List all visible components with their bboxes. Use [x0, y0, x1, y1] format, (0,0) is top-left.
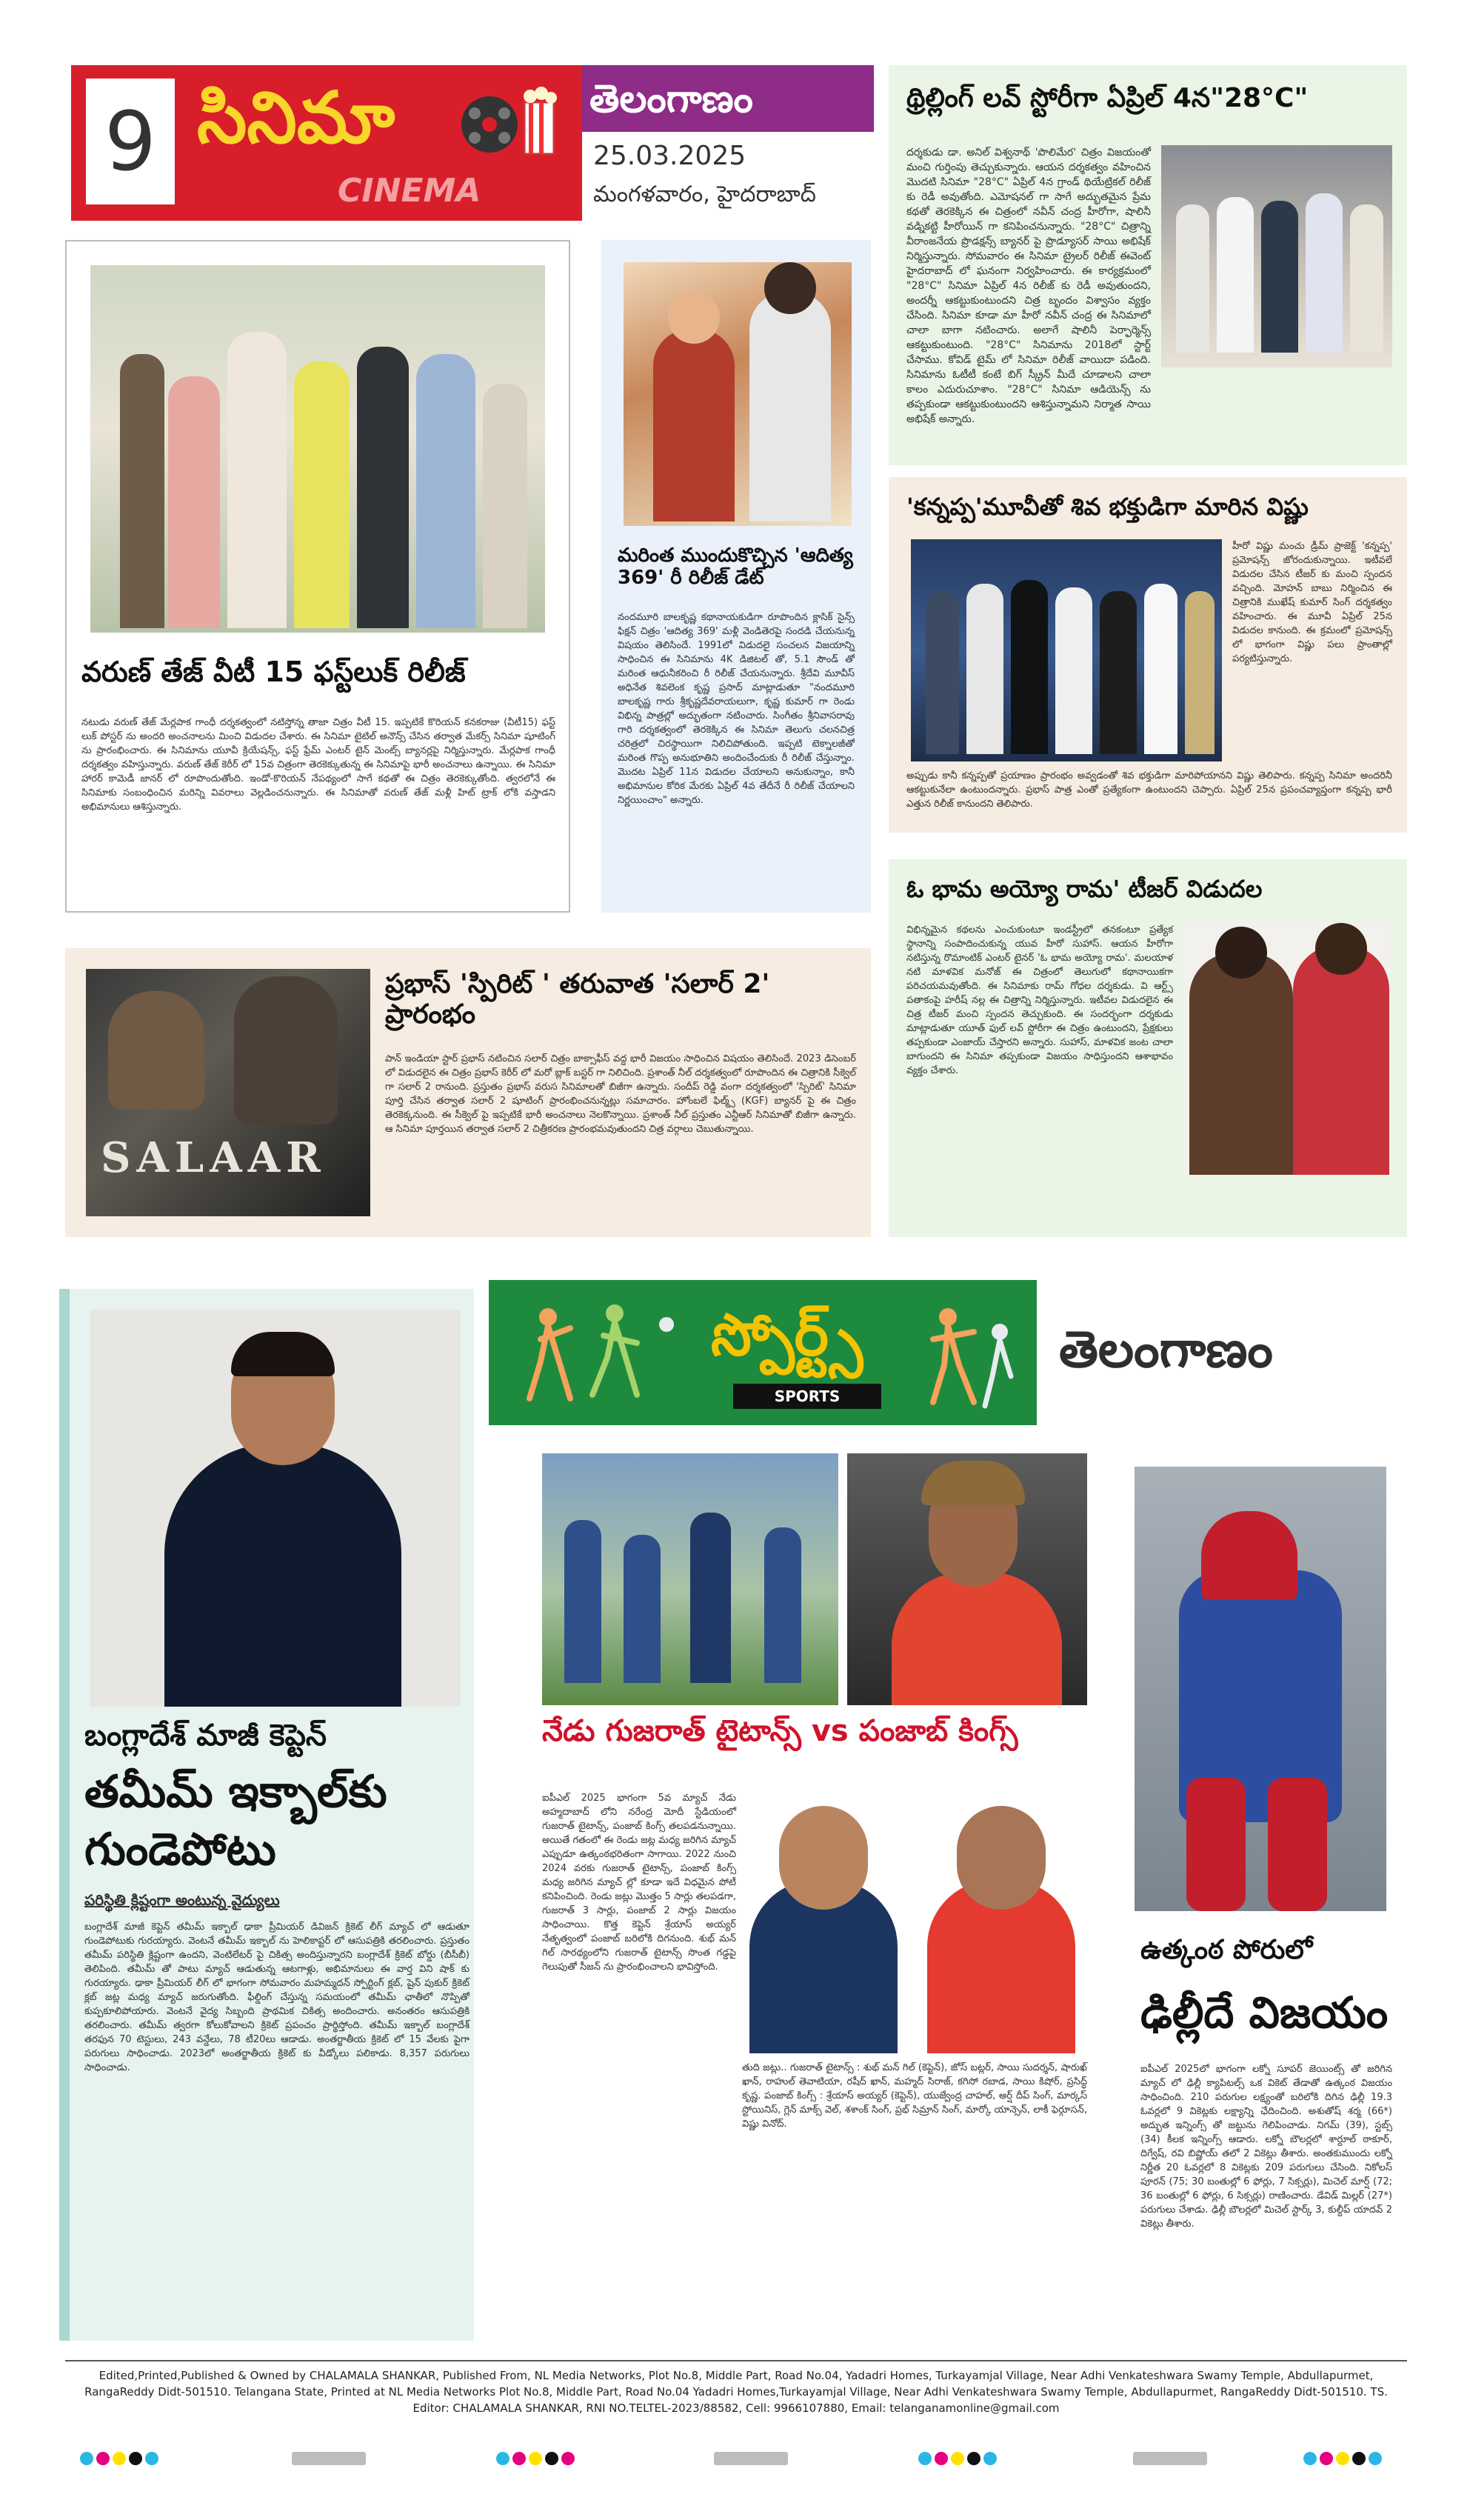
- story-varun-headline: వరుణ్ తేజ్ వీటీ 15 ఫస్ట్‌లుక్ రిలీజ్: [81, 656, 466, 688]
- story-gt-pbks-headline: నేడు గుజరాత్ టైటాన్స్ vs పంజాబ్ కింగ్స్: [542, 1714, 1018, 1748]
- story-obhama: [889, 859, 1407, 1237]
- footer-imprint: Edited,Printed,Published & Owned by CHALAMALA SHANKAR, Published From, NL Media Networks, Plot No.8, Middle Part, Road No.04, Yadadri Homes, Turkayamjal Village, Near Adhi Venkateshwara Swamy Temple, Abdullapurmet, RangaReddy Didt-501510. Telangana State, Printed at NL Media Networks Plot No.8, Middle Part, Road No.04 Yadadri Homes,Turkayamjal Village, Near Adhi Venkateshwara Swamy Temple, Abdullapurmet, RangaReddy Didt-501510. TS. Editor: CHALAMALA SHANKAR, RNI NO.TELTEL-2023/88582, Cell: 9966107880, Email: telanganamonline@gmail.com: [84, 2369, 1388, 2415]
- story-salaar-headline: ప్రభాస్ 'స్పిరిట్ ' తరువాత 'సలార్ 2' ప్రారంభం: [385, 969, 770, 1030]
- story-salaar: [65, 948, 871, 1237]
- story-kannappa-body-side: హీరో విష్ణు మంచు డ్రీమ్ ప్రాజెక్ట్ 'కన్నప్ప' ప్రమోషన్స్ జోరందుకున్నాయి. ఇటీవలే విడుదల చేసిన టీజర్ కు మంచి స్పందన వచ్చింది. మోహన్ బాబు నిర్మించిన ఈ చిత్రానికి ముఖేష్ కుమార్ సింగ్ దర్శకత్వం వహించారు. ఈ మూవీ ఏప్రిల్ 25న విడుదల కానుంది. ఈ క్రమంలో ప్రమోషన్స్ లో భాగంగా విష్ణు పలు ప్రాంతాల్లో పర్యటిస్తున్నారు.: [1232, 541, 1392, 664]
- story-kannappa-headline: 'కన్నప్ప'మూవీతో శివ భక్తుడిగా మారిన విష్ణు: [906, 493, 1309, 521]
- story-varun: [65, 240, 570, 913]
- athletes-icon: [518, 1295, 689, 1413]
- story-tamim-photo: [90, 1310, 461, 1707]
- film-reel-icon: [456, 80, 567, 176]
- story-obhama-photo: [1182, 923, 1391, 1175]
- story-tamim-body: బంగ్లాదేశ్ మాజీ కెప్టెన్ తమీమ్ ఇక్బాల్ ఢాకా ప్రీమియర్ డివిజన్ క్రికెట్ లీగ్ మ్యాచ్ లో ఆడుతూ గుండెపోటుకు గురయ్యారు. వెంటనే తమీమ్ ఇక్బాల్ ను హెలికాప్టర్ లో ఆసుపత్రికి తరలించారు. ప్రస్తుతం తమీమ్ పరిస్థితి క్లిష్టంగా ఉందని, వెంటిలేటర్ పై చికిత్స అందిస్తున్నారని బంగ్లాదేశ్ క్రికెట్ బోర్డు (బీసీబీ) తెలిపింది. తమీమ్ తో పాటు మ్యాచ్ ఆడుతున్న ఆటగాళ్లు, అభిమానులు ఈ వార్త విని షాక్ కు గురయ్యారు. ఢాకా ప్రీమియర్ లీగ్ లో భాగంగా సోమవారం మహమ్మదన్ స్పోర్టింగ్ క్లబ్, షైన్ పుకుర్ క్రికెట్ క్లబ్ జట్ల మధ్య మ్యాచ్ జరుగుతోంది. ఫీల్డింగ్ చేస్తున్న సమయంలో తమీమ్ ఛాతీలో నొప్పితో కుప్పకూలిపోయారు. వెంటనే వైద్య సిబ్బంది ప్రాథమిక చికిత్స అందించారు. అనంతరం ఆసుపత్రికి తరలించారు. తమీమ్ త్వరగా కోలుకోవాలని క్రికెట్ ప్రపంచం ప్రార్థిస్తోంది. తమీమ్ ఇక్బాల్ బంగ్లాదేశ్ తరఫున 70 టెస్టులు, 243 వన్డేలు, 78 టీ20లు ఆడాడు. అంతర్జాతీయ క్రికెట్ లో 15 వేలకు పైగా పరుగులు సాధించాడు. 2023లో అంతర్జాతీయ క్రికెట్ కు వీడ్కోలు పలికాడు. 8,357 పరుగులు సాధించాడు.: [84, 1921, 470, 2073]
- salaar-poster-title: SALAAR: [101, 1133, 327, 1182]
- story-delhi-headline: ఢిల్లీదే విజయం: [1140, 1987, 1389, 2038]
- story-aditya-headline: మరింత ముందుకొచ్చిన 'ఆదిత్య 369' రీ రిలీజ్ డేట్: [618, 544, 853, 589]
- story-kannappa-photo: [911, 539, 1222, 761]
- story-28c: [889, 65, 1407, 465]
- story-kannappa: [889, 477, 1407, 833]
- story-gt-pbks-body: ఐపీఎల్ 2025 భాగంగా 5వ మ్యాచ్ నేడు అహ్మదాబాద్ లోని నరేంద్ర మోదీ స్టేడియంలో గుజరాత్ టైటాన్స్, పంజాబ్ కింగ్స్ తలపడనున్నాయి. అయితే గతంలో ఈ రెండు జట్ల మధ్య జరిగిన మ్యాచ్ ఎప్పుడూ ఉత్కంఠభరితంగా సాగాయి. 2022 నుంచి 2024 వరకు గుజరాత్ టైటాన్స్, పంజాబ్ కింగ్స్ మధ్య జరిగిన మ్యాచ్ ల్లో కూడా ఇదే విధమైన పోటీ కనిపించింది. రెండు జట్లు మొత్తం 5 సార్లు తలపడగా, గుజరాత్ 3 సార్లు, పంజాబ్ 2 సార్లు విజయం సాధించాయి. కొత్త కెప్టెన్ శ్రేయాస్ అయ్యర్ నేతృత్వంలో పంజాబ్ బరిలోకి దిగనుంది. శుభ్ మన్ గిల్ సారథ్యంలోని గుజరాత్ టైటాన్స్ సొంత గడ్డపై గెలుపుతో సీజన్ ను ప్రారంభించాలని భావిస్తోంది.: [542, 1793, 736, 1973]
- story-aditya-body: నందమూరి బాలకృష్ణ కథానాయకుడిగా రూపొందిన క్లాసిక్ సైన్స్ ఫిక్షన్ చిత్రం 'ఆదిత్య 369' మళ్లీ వెండితెరపై సందడి చేయనున్న విషయం తెలిసిందే. 1991లో విడుదలై సంచలన విజయాన్ని సాధించిన ఈ సినిమాను 4K డిజిటల్ తో, 5.1 సౌండ్ తో మరింత ఆధునీకరించి రీ రిలీజ్ చేయనున్నారు. శ్రీదేవి మూవీస్ అధినేత శివలెంక కృష్ణ ప్రసాద్ మాట్లాడుతూ "నందమూరి బాలకృష్ణ గారు శ్రీకృష్ణదేవరాయలుగా, కృష్ణ కుమార్ గా రెండు విభిన్న పాత్రల్లో అద్భుతంగా నటించారు. సింగీతం శ్రీనివాసరావు గారి దర్శకత్వంలో తెరకెక్కిన ఈ సినిమా తెలుగు చలనచిత్ర చరిత్రలో చిరస్థాయిగా నిలిచిపోతుంది. ఇప్పటి టెక్నాలజీతో మరింత గొప్ప అనుభూతిని అందించేందుకు రీ రిలీజ్ చేస్తున్నాం. మొదట ఏప్రిల్ 11న విడుదల చేయాలని అనుకున్నాం, కానీ అభిమానుల కోరిక మేరకు ఏప్రిల్ 4వ తేదీనే రీ రిలీజ్ చేయాలని నిర్ణయించాం" అన్నారు.: [618, 612, 855, 806]
- story-gt-pbks-squads: తుది జట్లు.. గుజరాత్ టైటాన్స్ : శుభ్ మన్ గిల్ (కెప్టెన్), జోస్ బట్లర్, సాయి సుదర్శన్, షారుఖ్ ఖాన్, రాహుల్ తెవాటియా, రషీద్ ఖాన్, మహ్మద్ సిరాజ్, కగిసో రబాడ, సాయి కిషోర్, ప్రసిద్ధ్ కృష్ణ. పంజాబ్ కింగ్స్ : శ్రేయాస్ అయ్యర్ (కెప్టెన్), యుజ్వేంద్ర చాహల్, అర్ష్ దీప్ సింగ్, మార్కస్ స్టోయినిస్, గ్లెన్ మాక్స్ వెల్, శశాంక్ సింగ్, ప్రభ్ సిమ్రాన్ సింగ్, మార్కో యాన్సెన్, లాకీ ఫెర్గూసన్, విష్ణు వినోద్.: [742, 2062, 1087, 2130]
- page-number: 9: [86, 79, 175, 204]
- story-28c-photo: [1161, 145, 1392, 367]
- sports-title: స్పోర్ట్స్: [711, 1302, 863, 1369]
- masthead: [71, 65, 874, 221]
- paper-name: తెలంగాణం: [589, 77, 753, 121]
- story-delhi-photo: [1135, 1467, 1386, 1911]
- story-tamim-headline: తమీమ్ ఇక్బాల్‌కు గుండెపోటు: [84, 1766, 387, 1876]
- footer-rule: [65, 2360, 1407, 2361]
- section-title: సినిమా: [197, 76, 395, 159]
- story-tamim: [59, 1289, 474, 2341]
- story-delhi: [1135, 1437, 1407, 2341]
- story-tamim-subhead: పరిస్థితి క్లిష్టంగా అంటున్న వైద్యులు: [84, 1891, 280, 1909]
- story-gt-pbks-photo-practice: [542, 1453, 838, 1705]
- story-28c-body-cont: [906, 384, 1392, 450]
- story-obhama-body: విభిన్నమైన కథలను ఎంచుకుంటూ ఇండస్ట్రీలో తనకంటూ ప్రత్యేక స్థానాన్ని సంపాదించుకున్న యువ హీరో సుహాస్. ఆయన హీరోగా నటిస్తున్న రొమాంటిక్ ఎంటర్ టైనర్ 'ఓ భామ అయ్యో రామ'. మలయాళ నటి మాళవిక మనోజ్ ఈ చిత్రంలో తెలుగులో కథానాయికగా పరిచయమవుతోంది. ఈ సినిమాకు రామ్ గోధల దర్శకుడు. వి ఆర్ట్స్ పతాకంపై హరీష్ నల్ల ఈ చిత్రాన్ని నిర్మిస్తున్నారు. ఇటీవల విడుదలైన ఈ చిత్ర టీజర్ మంచి స్పందన తెచ్చుకుంది. ఈ సందర్భంగా దర్శకుడు మాట్లాడుతూ యూత్ ఫుల్ లవ్ స్టోరీగా ఈ చిత్రం ఉంటుందని, ప్రేక్షకులు తప్పకుండా ఎంజాయ్ చేస్తారని అన్నారు. సుహాస్, మాళవిక జంట చాలా బాగుందని ఈ సినిమా తప్పకుండా విజయం సాధిస్తుందని ఆశాభావం వ్యక్తం చేశారు.: [906, 924, 1173, 1076]
- story-varun-photo: [90, 265, 545, 633]
- story-delhi-kicker: ఉత్కంఠ పోరులో: [1140, 1935, 1313, 1965]
- story-varun-body: నటుడు వరుణ్ తేజ్ మేర్లపాక గాంధీ దర్శకత్వంలో నటిస్తోన్న తాజా చిత్రం వీటీ 15. ఇప్పటికే కొరియన్ కనకరాజు (వీటీ15) ఫస్ట్ లుక్ పోస్టర్ ను అందరి అంచనాలను మించి విడుదల చేశారు. ఈ సినిమా టైటిల్ అనౌన్స్ చేసిన తర్వాత మేకర్స్ సినిమా షూటింగ్ ను ప్రారంభించారు. ఈ సినిమాను యూవీ క్రియేషన్స్, ఫస్ట్ ఫ్రేమ్ ఎంటర్ టైన్ మెంట్స్ బ్యానర్లపై నిర్మిస్తున్నారు. మేర్లపాక గాంధీ దర్శకత్వం వహిస్తున్నారు. వరుణ్ తేజ్ కెరీర్ లో 15వ చిత్రంగా తెరకెక్కుతున్న ఈ సినిమాపై భారీ అంచనాలు ఉన్నాయి. ఈ సినిమా హారర్ కామెడీ జానర్ లో రూపొందుతోంది. ఇండో-కొరియన్ నేపథ్యంలో సాగే కథతో ఈ చిత్రం తెరకెక్కుతోంది. త్వరలోనే ఈ సినిమాకు సంబంధించిన మరిన్ని వివరాలు వెల్లడించనున్నారు. ఈ సినిమాతో వరుణ్ తేజ్ మళ్లీ హిట్ ట్రాక్ లోకి వస్తాడని అభిమానులు ఆశిస్తున్నారు.: [81, 717, 555, 813]
- story-aditya: [601, 240, 871, 913]
- issue-date: 25.03.2025: [593, 141, 746, 171]
- sports-sub: SPORTS: [733, 1384, 881, 1409]
- sports-paper-name: తెలంగాణం: [1059, 1321, 1273, 1379]
- story-gt-pbks-photo-captains: [742, 1791, 1087, 2053]
- story-gt-pbks: [489, 1437, 1126, 2341]
- story-salaar-body: పాన్ ఇండియా స్టార్ ప్రభాస్ నటించిన సలార్ చిత్రం బాక్సాఫీస్ వద్ద భారీ విజయం సాధించిన విషయం తెలిసిందే. 2023 డిసెంబర్ లో విడుదలైన ఈ చిత్రం ప్రభాస్ కెరీర్ లో మరో బ్లాక్ బస్టర్ గా నిలిచింది. ప్రశాంత్ నీల్ దర్శకత్వంలో రూపొందిన ఈ చిత్రానికి సీక్వెల్ గా సలార్ 2 రానుంది. ప్రస్తుతం ప్రభాస్ వరుస సినిమాలతో బిజీగా ఉన్నారు. సందీప్ రెడ్డి వంగా దర్శకత్వంలో 'స్పిరిట్' సినిమా పూర్తి చేసిన తర్వాత సలార్ 2 షూటింగ్ ప్రారంభించనున్నట్లు సమాచారం. హోంబలే ఫిల్మ్స్ (KGF) బ్యానర్ పై ఈ చిత్రం తెరకెక్కనుంది. ఈ సీక్వెల్ పై ఇప్పటికే భారీ అంచనాలు నెలకొన్నాయి. ప్రశాంత్ నీల్ ప్రస్తుతం ఎన్టీఆర్ సినిమాతో బిజీగా ఉన్నారు. ఆ సినిమా పూర్తయిన తర్వాత సలార్ 2 చిత్రీకరణ ప్రారంభమవుతుందని చిత్ర వర్గాలు చెబుతున్నాయి.: [385, 1053, 856, 1135]
- story-aditya-photo: [624, 262, 852, 526]
- section-sub: CINEMA: [338, 172, 481, 210]
- story-delhi-body: ఐపీఎల్ 2025లో భాగంగా లక్నో సూపర్ జెయింట్స్ తో జరిగిన మ్యాచ్ లో ఢిల్లీ క్యాపిటల్స్ ఒక వికెట్ తేడాతో ఉత్కంఠ విజయం సాధించింది. 210 పరుగుల లక్ష్యంతో బరిలోకి దిగిన ఢిల్లీ 19.3 ఓవర్లలో 9 వికెట్లకు లక్ష్యాన్ని ఛేదించింది. అశుతోష్ శర్మ (66*) అద్భుత ఇన్నింగ్స్ తో జట్టును గెలిపించాడు. నిగమ్ (39), స్టబ్స్ (34) కీలక ఇన్నింగ్స్ ఆడారు. లక్నో బౌలర్లలో శార్దూల్ ఠాకూర్, దిగ్వేష్, రవి బిష్ణోయ్ తలో 2 వికెట్లు తీశారు. అంతకుముందు లక్నో నిర్ణీత 20 ఓవర్లలో 8 వికెట్లకు 209 పరుగులు చేసింది. నికోలస్ పూరన్ (75; 30 బంతుల్లో 6 ఫోర్లు, 7 సిక్సర్లు), మిచెల్ మార్ష్ (72; 36 బంతుల్లో 6 ఫోర్లు, 6 సిక్సర్లు) రాణించారు. డేవిడ్ మిల్లర్ (27*) పరుగులు చేశాడు. ఢిల్లీ బౌలర్లలో మిచెల్ స్టార్క్ 3, కుల్దీప్ యాదవ్ 2 వికెట్లు తీశారు.: [1140, 2064, 1392, 2230]
- story-gt-pbks-photo-player: [847, 1453, 1087, 1705]
- story-tamim-kicker: బంగ్లాదేశ్ మాజీ కెప్టెన్: [84, 1719, 327, 1753]
- story-28c-body: దర్శకుడు డా. అనిల్ విశ్వనాథ్ 'పొలిమేర' చిత్రం విజయంతో మంచి గుర్తింపు తెచ్చుకున్నారు. ఆయన దర్శకత్వం వహించిన మొదటి సినిమా "28°C" ఏప్రిల్ 4న గ్రాండ్ థియేట్రికల్ రిలీజ్ కు రెడీ అవుతోంది. ఎమోషనల్ గా సాగే అద్భుతమైన ప్రేమ కథతో తెరకెక్కిన ఈ చిత్రంలో నవీన్ చంద్ర హీరోగా, షాలినీ వడ్నికట్టి హీరోయిన్ గా కనిపించనున్నారు. "28°C" చిత్రాన్ని వీరాంజనేయ ప్రొడక్షన్స్ బ్యానర్ పై ప్రొడ్యూసర్ సాయి అభిషేక్ నిర్మిస్తున్నారు. సోమవారం ఈ సినిమా ట్రైలర్ రిలీజ్ ఈవెంట్ హైదరాబాద్ లో ఘనంగా నిర్వహించారు. ఈ కార్యక్రమంలో "28°C" సినిమా ఏప్రిల్ 4న రిలీజ్ కు రెడీ అవుతుందని, అందర్నీ ఆకట్టుకుంటుందని చిత్ర బృందం విశ్వాసం వ్యక్తం చేసింది. సినిమా కూడా మా హీరో నవీన్ చంద్ర ఈ సినిమాలో చాలా బాగా నటించారు. అలాగే షాలినీ పెర్ఫార్మెన్స్ ఆకట్టుకుంటుంది. "28°C" సినిమాను 2018లో స్టార్ట్ చేసాము. కోవిడ్ టైమ్ లో సినిమా రిలీజ్ వాయిదా పడింది. సినిమాను ఓటీటీ కంటే బిగ్ స్క్రీన్ మీదే చూడాలని చాలా కాలం ఎదురుచూశాం. "28°C" సినిమా ఆడియెన్స్ ను తప్పకుండా ఆకట్టుకుంటుందని ఆశిస్తున్నామని నిర్మాత సాయి అభిషేక్ అన్నారు.: [906, 147, 1151, 425]
- issue-day-place: మంగళవారం, హైదరాబాద్: [593, 181, 816, 207]
- registration-marks: [0, 2452, 1470, 2481]
- sports-banner: [489, 1280, 1407, 1425]
- players-icon: [903, 1295, 1029, 1413]
- story-kannappa-body-bottom: అప్పుడు కానీ కన్నప్పతో ప్రయాణం ప్రారంభం అవ్వడంతో శివ భక్తుడిగా మారిపోయానని విష్ణు తెలిపారు. కన్నప్ప సినిమా అందరినీ ఆకట్టుకునేలా ఉంటుందన్నారు. ప్రభాస్ పాత్ర ఎంతో ప్రత్యేకంగా ఉంటుందని చెప్పారు. ఏప్రిల్ 25న ప్రపంచవ్యాప్తంగా కన్నప్ప భారీ ఎత్తున రిలీజ్ కానుందని తెలిపారు.: [906, 770, 1392, 810]
- story-28c-headline: థ్రిల్లింగ్ లవ్ స్టోరీగా ఏప్రిల్ 4న"28°C": [906, 83, 1309, 113]
- story-salaar-photo: [86, 969, 370, 1216]
- story-obhama-headline: ఓ భామ అయ్యో రామ' టీజర్ విడుదల: [906, 875, 1263, 903]
